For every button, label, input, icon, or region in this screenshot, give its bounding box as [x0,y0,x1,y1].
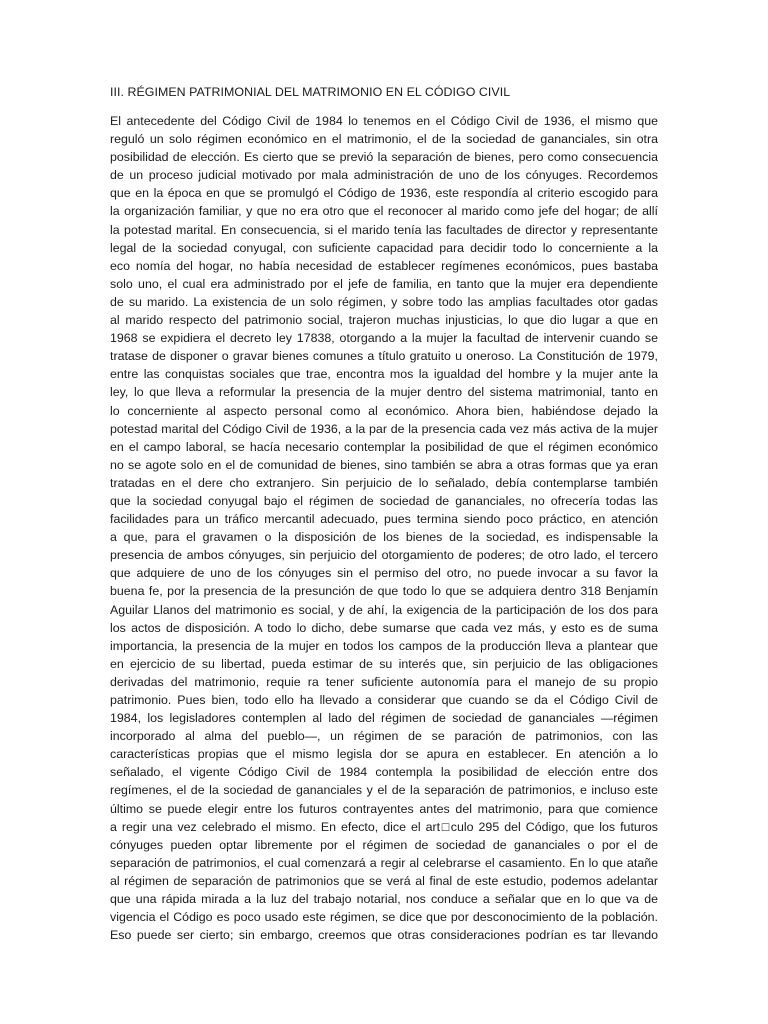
text-line: separación de patrimonios, el cual comenzará a regir al celebrarse el casamiento. En lo que atañe [110,855,658,870]
text-line: El antecedente del Código Civil de 1984 lo tenemos en el Código Civil de 1936, el mismo que [110,114,658,128]
text-line: Aguilar Llanos del matrimonio es social, y de ahí, la exigencia de la participación de los dos para [110,602,658,617]
text-line: derivadas del matrimonio, requie ra tener suficiente autonomía para el manejo de su propio [110,674,658,689]
text-line: patrimonio. Pues bien, todo ello ha llevado a considerar que cuando se da el Código Civil de [110,693,658,707]
text-line: que la sociedad conyugal bajo el régimen de sociedad de gananciales, no ofrecería todas las [110,493,658,508]
text-line: eco nomía del hogar, no había necesidad de establecer regímenes económicos, pues bastaba [110,258,658,273]
text-line: los actos de disposición. A todo lo dicho, debe sumarse que cada vez más, y esto es de suma [110,620,658,635]
text-line: legal de la sociedad conyugal, con suficiente capacidad para decidir todo lo concerniente a la [110,240,658,255]
text-line: que adquiere de uno de los cónyuges sin el permiso del otro, no puede invocar a su favor la [110,566,658,581]
text-line: de un proceso judicial motivado por mala administración de uno de los cónyuges. Recordemos [110,168,658,183]
text-line: facilidades para un tráfico mercantil adecuado, pues termina siendo poco práctico, en atención [110,512,658,527]
text-line: al marido respecto del patrimonio social, trajeron muchas injusticias, lo que dio lugar a que en [110,313,658,328]
text-line: tratase de disponer o gravar bienes comunes a título gratuito u oneroso. La Constitución de 1979, [110,349,658,364]
section-heading: III. RÉGIMEN PATRIMONIAL DEL MATRIMONIO EN EL CÓDIGO CIVIL [110,85,511,99]
text-line: la organización familiar, y que no era otro que el reconocer al marido como jefe del hogar; de allí [110,204,658,219]
text-line: reguló un solo régimen económico en el matrimonio, el de la sociedad de gananciales, sin otra [110,132,658,147]
text-line: incorporado al alma del pueblo—, un régimen de se paración de patrimonios, con las [110,729,658,744]
text-line: tratadas en el dere cho extranjero. Sin perjuicio de lo señalado, debía contemplarse también [110,475,658,490]
text-line: 1984, los legisladores contemplen al lado del régimen de sociedad de gananciales —régimen [110,711,658,726]
text-line: a regir una vez celebrado el mismo. En efecto, dice el art□culo 295 del Código, que los futuros [110,819,658,834]
text-line: regímenes, el de la sociedad de gananciales y el de la separación de patrimonios, e incluso este [110,783,658,798]
text-line: señalado, el vigente Código Civil de 1984 contempla la posibilidad de elección entre dos [110,765,658,780]
text-line: cónyuges pueden optar libremente por el régimen de sociedad de gananciales o por el de [110,837,658,852]
text-line: que en la época en que se promulgó el Código de 1936, este respondía al criterio escogido para [110,186,658,201]
text-line: potestad marital del Código Civil de 1936, a la par de la presencia cada vez más activa de la mujer [110,421,658,436]
text-line: no se agote solo en el de comunidad de bienes, sino también se abra a otras formas que ya eran [110,457,658,472]
text-line: solo uno, el cual era administrado por el jefe de familia, en tanto que la mujer era dependiente [110,276,658,291]
text-line: en ejercicio de su libertad, pueda estimar de su interés que, sin perjuicio de las obligaciones [110,656,658,671]
text-line: a que, para el gravamen o la disposición de los bienes de la sociedad, es indispensable la [110,530,658,545]
text-line: buena fe, por la presencia de la presunción de que todo lo que se adquiera dentro 318 Benjamín [110,584,658,599]
text-line: que una rápida mirada a la luz del trabajo notarial, nos conduce a señalar que en lo que va de [110,892,658,907]
body-paragraph [110,112,658,944]
text-line: de su marido. La existencia de un solo régimen, y sobre todo las amplias facultades otor gadas [110,294,658,309]
text-line: características propias que el mismo legisla dor se apura en establecer. En atención a lo [110,747,658,762]
text-line: 1968 se expidiera el decreto ley 17838, otorgando a la mujer la facultad de intervenir cuando se [110,331,658,346]
text-line: la potestad marital. En consecuencia, si el marido tenía las facultades de director y representante [110,222,658,237]
text-line: posibilidad de elección. Es cierto que se previó la separación de bienes, pero como consecuencia [110,150,658,165]
text-line: al régimen de separación de patrimonios que se verá al final de este estudio, podemos adelantar [110,873,658,888]
text-line: ley, lo que lleva a reformular la presencia de la mujer dentro del sistema matrimonial, tanto en [110,385,658,400]
text-line: importancia, la presencia de la mujer en todos los campos de la producción lleva a plantear que [110,638,658,653]
text-line: vigencia el Código es poco usado este régimen, se dice que por desconocimiento de la población. [110,910,658,925]
text-line: lo concerniente al aspecto personal como al económico. Ahora bien, habiéndose dejado la [110,403,658,418]
text-line: Eso puede ser cierto; sin embargo, creemos que otras consideraciones podrían es tar llevando [110,928,658,943]
text-line: último se puede elegir entre los futuros contrayentes antes del matrimonio, para que comience [110,801,658,816]
text-line: presencia de ambos cónyuges, sin perjuicio del otorgamiento de poderes; de otro lado, el tercero [110,548,658,563]
text-line: en el campo laboral, se hacía necesario contemplar la posibilidad de que el régimen económico [110,439,658,454]
text-line: entre las conquistas sociales que trae, encontra mos la igualdad del hombre y la mujer ante la [110,367,658,382]
